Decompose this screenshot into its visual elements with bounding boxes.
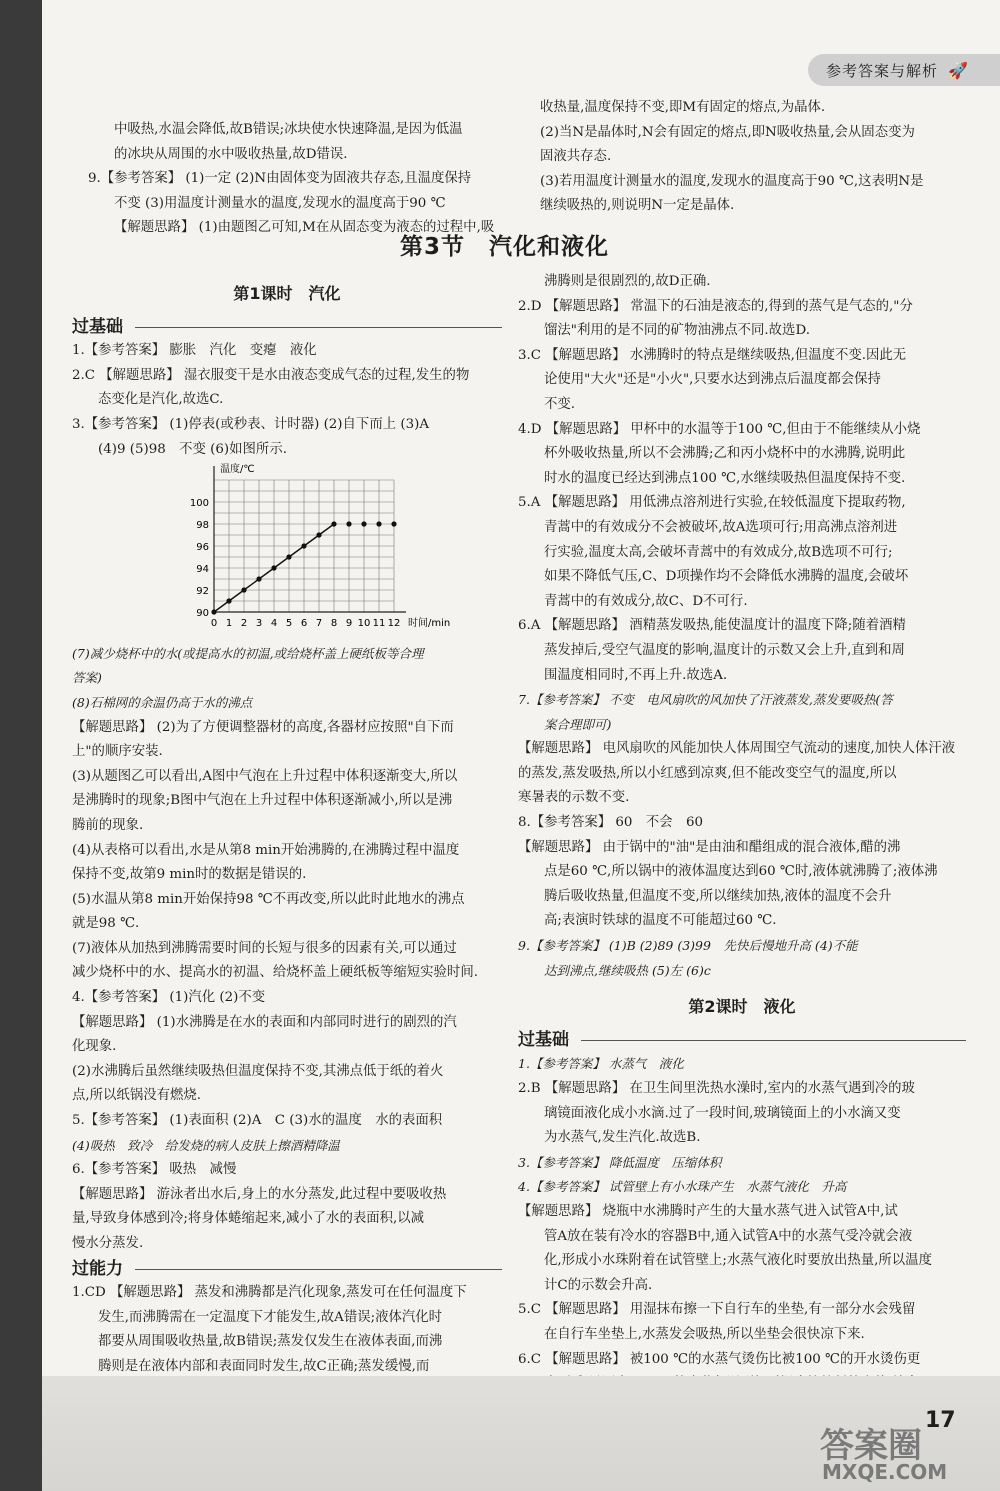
text-line: 腾则是在液体内部和表面同时发生,故C正确;蒸发缓慢,而 <box>98 1358 430 1374</box>
text-line: 都要从周围吸收热量,故B错误;蒸发仅发生在液体表面,而沸 <box>98 1334 443 1350</box>
x-tick-label: 10 <box>357 618 371 630</box>
text-line: 青蒿中的有效成分,故C、D不可行. <box>544 593 748 609</box>
text-line: 为水蒸气,发生汽化.故选B. <box>544 1130 701 1146</box>
x-tick-label: 4 <box>270 618 278 630</box>
text-line: 就是98 ℃. <box>72 916 140 932</box>
text-line: 5.C 【解题思路】 用湿抹布擦一下自行车的坐垫,有一部分水会残留 <box>518 1302 916 1318</box>
text-line: 6.【参考答案】 吸热 减慢 <box>72 1162 237 1178</box>
left-col <box>72 282 502 1380</box>
y-tick-label: 90 <box>196 608 209 620</box>
top-left-col <box>88 118 508 241</box>
text-line: (4)吸热 致冷 给发烧的病人皮肤上擦酒精降温 <box>72 1137 340 1153</box>
text-line: 答案) <box>72 670 102 686</box>
text-line: 时水的温度已经达到沸点100 ℃,水继续吸热但温度保持不变. <box>544 470 906 486</box>
data-point <box>346 522 351 527</box>
text-line: (8)石棉网的余温仍高于水的沸点 <box>72 694 253 710</box>
text-line: 1.【参考答案】 水蒸气 液化 <box>518 1056 684 1072</box>
text-line: 杯外吸收热量,所以不会沸腾;乙和丙小烧杯中的水沸腾,说明此 <box>544 446 906 462</box>
header-title: 参考答案与解析 <box>826 61 939 80</box>
text-line: 璃镜面液化成小水滴.过了一段时间,玻璃镜面上的小水滴又变 <box>544 1105 901 1121</box>
watermark-url: MXQE.COM <box>822 1460 948 1484</box>
data-point <box>391 522 396 527</box>
text-line: 的蒸发,蒸发吸热,所以小红感到凉爽,但不能改变空气的温度,所以 <box>518 765 897 781</box>
text-line: 【解题思路】 由于锅中的"油"是由油和醋组成的混合液体,醋的沸 <box>518 839 901 855</box>
x-tick-label: 1 <box>225 618 233 630</box>
text-line: 馏法"利用的是不同的矿物油沸点不同.故选D. <box>544 323 810 339</box>
chart-grid <box>190 462 450 629</box>
x-tick-label: 6 <box>300 618 308 630</box>
text-line: 上"的顺序安装. <box>72 744 163 760</box>
text-line: 案合理即可) <box>544 716 612 732</box>
text-line: 保持不变,故第9 min时的数据是错误的. <box>72 867 307 883</box>
watermark-logo: 答案圈 <box>820 1426 922 1466</box>
text-line: 腾后吸收热量,但温度不变,所以继续加热,液体的温度不会升 <box>544 888 892 904</box>
text-line: 如果不降低气压,C、D项操作均不会降低水沸腾的温度,会破坏 <box>544 569 909 585</box>
text-line: 化,形成小水珠附着在试管壁上;水蒸气液化时要放出热量,所以温度 <box>544 1253 932 1269</box>
text-line: 高;表演时铁球的温度不可能超过60 ℃. <box>544 913 777 929</box>
text-line: 6.C 【解题思路】 被100 ℃的水蒸气烫伤比被100 ℃的开水烫伤更 <box>518 1351 921 1367</box>
text-line: 3.C 【解题思路】 水沸腾时的特点是继续吸热,但温度不变.因此无 <box>518 347 907 363</box>
header-tab <box>808 54 1000 86</box>
text-line: (3)从题图乙可以看出,A图中气泡在上升过程中体积逐渐变大,所以 <box>72 768 458 784</box>
text-line: 化现象. <box>72 1039 117 1055</box>
page-number: 17 <box>925 1408 956 1433</box>
x-tick-label: 7 <box>315 618 323 630</box>
data-point <box>361 522 366 527</box>
y-axis-label: 温度/℃ <box>220 464 255 476</box>
text-line: 2.D 【解题思路】 常温下的石油是液态的,得到的蒸气是气态的,"分 <box>518 298 913 314</box>
text-line: 围温度相同时,不再上升.故选A. <box>544 667 728 683</box>
text-line: 【解题思路】 (2)为了方便调整器材的高度,各器材应按照"自下而 <box>72 719 454 735</box>
text-line: 管A放在装有冷水的容器B中,通入试管A中的水蒸气受冷就会液 <box>544 1228 913 1244</box>
text-line: 蒸发掉后,受空气温度的影响,温度计的示数又会上升,直到和周 <box>544 642 905 658</box>
y-tick-label: 98 <box>196 520 209 532</box>
text-line: 【解题思路】 (1)水沸腾是在水的表面和内部同时进行的剧烈的汽 <box>72 1014 457 1030</box>
text-line: (7)液体从加热到沸腾需要时间的长短与很多的因素有关,可以通过 <box>72 940 457 956</box>
text-line: 点是60 ℃,所以锅中的液体温度达到60 ℃时,液体就沸腾了;液体沸 <box>544 864 938 880</box>
sub-ability <box>72 1257 502 1282</box>
text-line: 是沸腾时的现象;B图中气泡在上升过程中体积逐渐减小,所以是沸 <box>72 793 453 809</box>
text-line: 继续吸热的,则说明N一定是晶体. <box>540 198 735 214</box>
text-line: 行实验,温度太高,会破坏青蒿中的有效成分,故B选项不可行; <box>544 544 893 560</box>
x-tick-label: 11 <box>372 618 386 630</box>
text-line: 腾前的现象. <box>72 817 144 833</box>
text-line: (7)减少烧杯中的水(或提高水的初温,或给烧杯盖上硬纸板等合理 <box>72 645 424 661</box>
text-line: 9.【参考答案】 (1)一定 (2)N由固体变为固液共存态,且温度保持 <box>88 171 472 187</box>
text-line: (3)若用温度计测量水的温度,发现水的温度高于90 ℃,这表明N是 <box>540 173 924 189</box>
text-line: 1.【参考答案】 膨胀 汽化 变瘪 液化 <box>72 343 317 359</box>
right-col <box>518 270 966 1397</box>
text-line: (2)水沸腾后虽然继续吸热但温度保持不变,其沸点低于纸的着火 <box>72 1063 444 1079</box>
text-line: 4.【参考答案】 试管壁上有小水珠产生 水蒸气液化 升高 <box>518 1179 847 1195</box>
text-line: 6.A 【解题思路】 酒精蒸发吸热,能使温度计的温度下降;随着酒精 <box>518 618 906 634</box>
text-line: 沸腾则是很剧烈的,故D正确. <box>544 274 711 289</box>
text-line: (4)9 (5)98 不变 (6)如图所示. <box>98 441 287 457</box>
text-line: 发生,而沸腾需在一定温度下才能发生,故A错误;液体汽化时 <box>98 1309 443 1325</box>
data-point <box>226 599 231 604</box>
page-edge-bar <box>0 0 42 1491</box>
sub-basic <box>72 315 502 340</box>
data-point <box>211 610 216 615</box>
x-tick-label: 8 <box>330 618 338 630</box>
x-axis-label: 时间/min <box>408 618 451 630</box>
data-point <box>331 522 336 527</box>
text-line: 【解题思路】 烧瓶中水沸腾时产生的大量水蒸气进入试管A中,试 <box>518 1203 898 1219</box>
data-point <box>376 522 381 527</box>
text-line: 3.【参考答案】 降低温度 压缩体积 <box>518 1154 722 1170</box>
text-line: 不变. <box>544 396 576 412</box>
top-right-col <box>540 96 970 219</box>
sub-basic-2 <box>518 1028 966 1053</box>
text-line: 的冰块从周围的水中吸收热量,故D错误. <box>114 146 348 162</box>
text-line: 5.A 【解题思路】 用低沸点溶剂进行实验,在较低温度下提取药物, <box>518 495 906 511</box>
section-title: 第3节 汽化和液化 <box>400 234 610 260</box>
y-tick-label: 100 <box>189 498 209 510</box>
text-line: (4)从表格可以看出,水是从第8 min开始沸腾的,在沸腾过程中温度 <box>72 842 460 858</box>
x-tick-label: 12 <box>387 618 401 630</box>
temperature-chart <box>182 462 451 632</box>
text-line: 在自行车坐垫上,水蒸发会吸热,所以坐垫会很快凉下来. <box>544 1326 865 1342</box>
text-line: (5)水温从第8 min开始保持98 ℃不再改变,所以此时此地水的沸点 <box>72 891 465 907</box>
text-line: 点,所以纸锅没有燃烧. <box>72 1088 202 1104</box>
text-line: 4.【参考答案】 (1)汽化 (2)不变 <box>72 990 266 1006</box>
text-line: 寒暑表的示数不变. <box>518 790 630 806</box>
text-line: 9.【参考答案】 (1)B (2)89 (3)99 先快后慢地升高 (4)不能 <box>518 938 858 954</box>
text-line: 中吸热,水温会降低,故B错误;冰块使水快速降温,是因为低温 <box>114 122 463 137</box>
y-tick-label: 92 <box>196 586 209 598</box>
text-line: 不变 (3)用温度计测量水的温度,发现水的温度高于90 ℃ <box>114 195 446 211</box>
text-line: (2)当N是晶体时,N会有固定的熔点,即N吸收热量,会从固态变为 <box>540 124 915 140</box>
rocket-icon: 🚀 <box>948 60 969 80</box>
x-tick-label: 5 <box>285 618 293 630</box>
lesson1-title: 第1课时 汽化 <box>233 284 341 303</box>
text-line: 固液共存态. <box>540 149 612 165</box>
text-line: 慢水分蒸发. <box>72 1236 144 1251</box>
data-point <box>241 588 246 593</box>
x-tick-label: 3 <box>255 618 263 630</box>
x-tick-label: 0 <box>210 618 218 630</box>
text-line: 【解题思路】 (1)由题图乙可知,M在从固态变为液态的过程中,吸 <box>114 220 495 236</box>
text-line: 1.CD 【解题思路】 蒸发和沸腾都是汽化现象,蒸发可在任何温度下 <box>72 1285 467 1301</box>
text-line: 收热量,温度保持不变,即M有固定的熔点,为晶体. <box>540 100 826 115</box>
text-line: 量,导致身体感到冷;将身体蜷缩起来,减小了水的表面积,以减 <box>72 1211 425 1227</box>
text-line: 5.【参考答案】 (1)表面积 (2)A C (3)水的温度 水的表面积 <box>72 1113 443 1129</box>
text-line: 达到沸点,继续吸热 (5)左 (6)c <box>544 962 711 978</box>
text-line: 【解题思路】 游泳者出水后,身上的水分蒸发,此过程中要吸收热 <box>72 1186 447 1202</box>
text-line: 计C的示数会升高. <box>544 1277 653 1293</box>
text-line: 态变化是汽化,故选C. <box>98 392 224 408</box>
y-tick-label: 94 <box>196 564 209 576</box>
sub-basic-2-label: 过基础 <box>518 1029 569 1050</box>
sub-ability-label: 过能力 <box>72 1258 123 1279</box>
text-line: 2.C 【解题思路】 湿衣服变干是水由液态变成气态的过程,发生的物 <box>72 367 470 383</box>
text-line: 7.【参考答案】 不变 电风扇吹的风加快了汗液蒸发,蒸发要吸热(答 <box>518 692 893 708</box>
data-point <box>316 533 321 538</box>
text-line: 2.B 【解题思路】 在卫生间里洗热水澡时,室内的水蒸气遇到冷的玻 <box>518 1081 915 1096</box>
y-tick-label: 96 <box>196 542 209 554</box>
sub-basic-label: 过基础 <box>72 316 123 337</box>
text-line: 8.【参考答案】 60 不会 60 <box>518 815 704 831</box>
text-line: 4.D 【解题思路】 甲杯中的水温等于100 ℃,但由于不能继续从小烧 <box>518 421 921 437</box>
lesson2-title: 第2课时 液化 <box>688 997 796 1017</box>
text-line: 减少烧杯中的水、提高水的初温、给烧杯盖上硬纸板等缩短实验时间. <box>72 965 478 981</box>
data-point <box>271 566 276 571</box>
text-line: 3.【参考答案】 (1)停表(或秒表、计时器) (2)自下而上 (3)A <box>72 416 429 432</box>
text-line: 【解题思路】 电风扇吹的风能加快人体周围空气流动的速度,加快人体汗液 <box>518 741 956 757</box>
text-line: 青蒿中的有效成分不会被破坏,故A选项可行;用高沸点溶剂进 <box>544 519 898 535</box>
data-point <box>286 555 291 560</box>
data-point <box>256 577 261 582</box>
x-tick-label: 9 <box>345 618 353 630</box>
data-point <box>301 544 306 549</box>
x-tick-label: 2 <box>240 618 248 630</box>
text-line: 论使用"大火"还是"小火",只要水达到沸点后温度都会保持 <box>544 372 881 388</box>
